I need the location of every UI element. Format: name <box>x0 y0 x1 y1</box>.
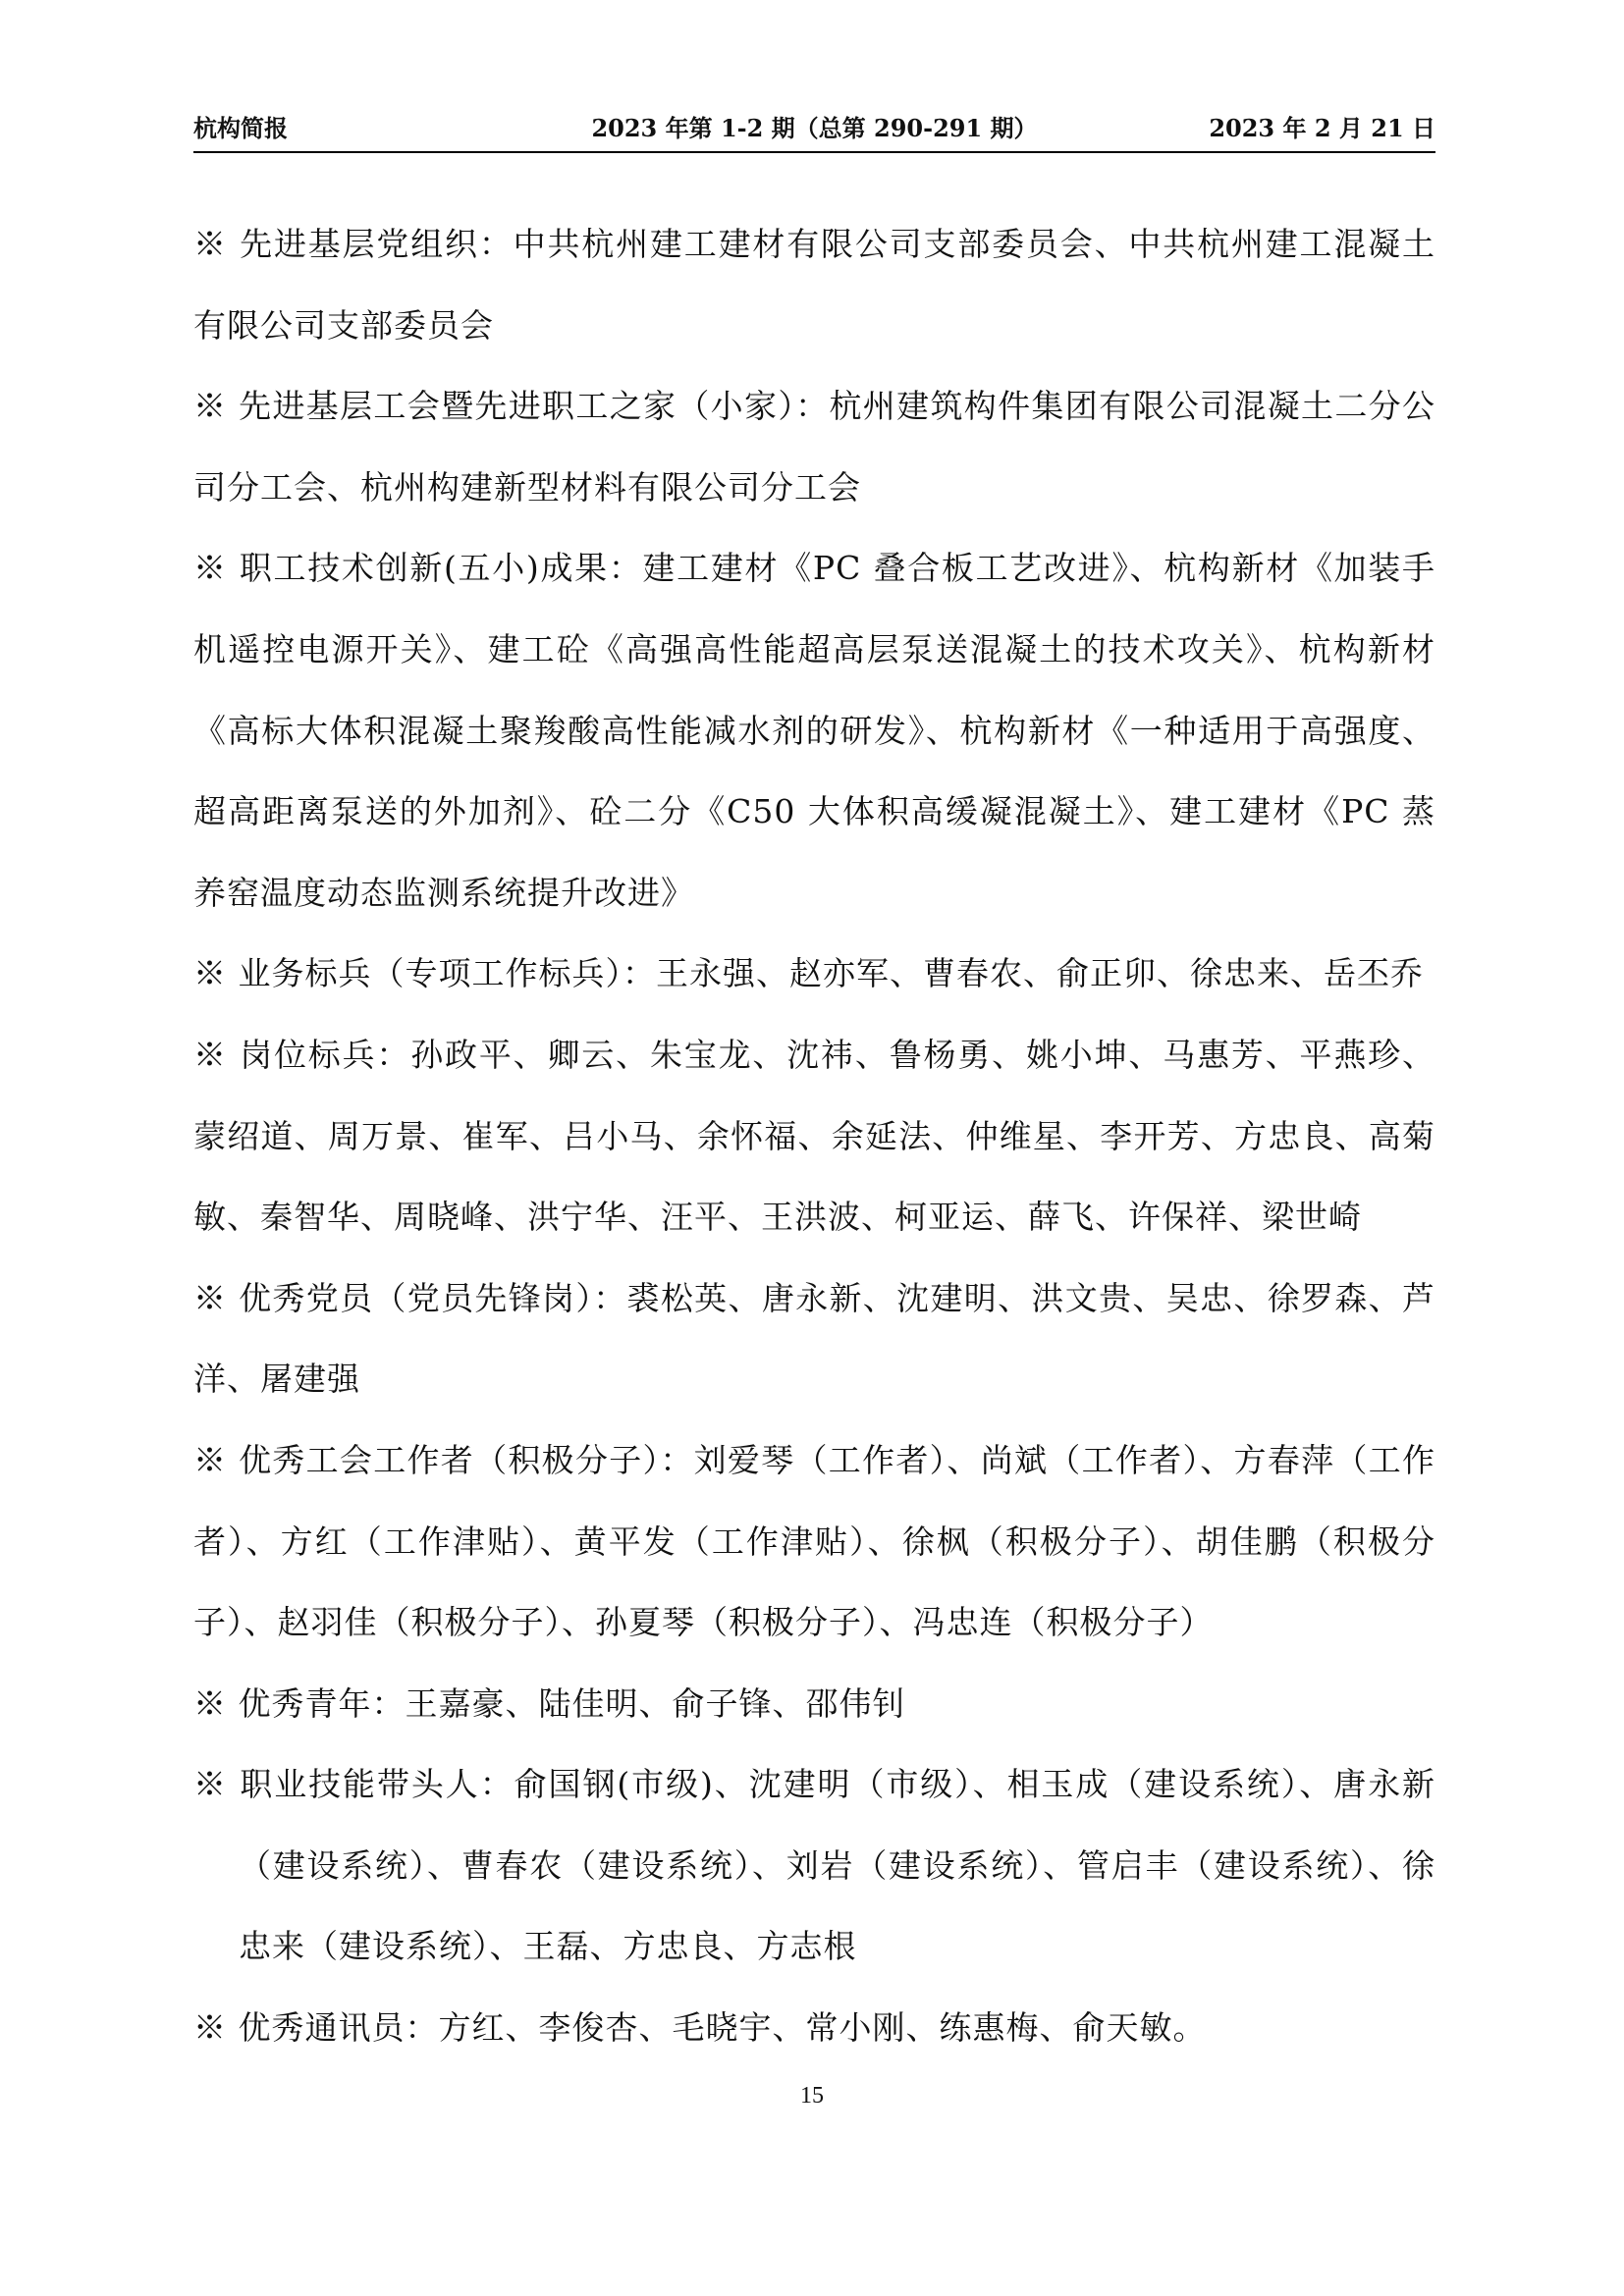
header-publication-title: 杭构简报 <box>193 114 288 142</box>
entry-post-model-workers: ※ 岗位标兵：孙政平、卿云、朱宝龙、沈祎、鲁杨勇、姚小坤、马惠芳、平燕珍、蒙绍道、周万景、崔军、吕小马、余怀福、余延法、仲维星、李开芳、方忠良、高菊敏、秦智华、周晓峰、洪宁华、汪平、王洪波、柯亚运、薛飞、许保祥、梁世崎 <box>193 1035 1435 1237</box>
page-header <box>193 112 1435 153</box>
entry-business-model-workers: ※ 业务标兵（专项工作标兵）：王永强、赵亦军、曹春农、俞正卯、徐忠来、岳丕乔 <box>193 954 1424 993</box>
entry-outstanding-youth: ※ 优秀青年：王嘉豪、陆佳明、俞子锋、邵伟钊 <box>193 1683 906 1723</box>
award-list <box>193 204 1435 2069</box>
entry-advanced-party-organization: ※ 先进基层党组织：中共杭州建工建材有限公司支部委员会、中共杭州建工混凝土有限公司支部委员会 <box>193 225 1435 345</box>
header-issue: 2023 年第 1-2 期（总第 290-291 期） <box>591 114 1038 142</box>
entry-outstanding-correspondents: ※ 优秀通讯员：方红、李俊杏、毛晓宇、常小刚、练惠梅、俞天敏。 <box>193 2008 1207 2048</box>
page-number: 15 <box>800 2083 824 2109</box>
entry-advanced-trade-union: ※ 先进基层工会暨先进职工之家（小家）：杭州建筑构件集团有限公司混凝土二分公司分工会、杭州构建新型材料有限公司分工会 <box>193 387 1435 507</box>
header-date: 2023 年 2 月 21 日 <box>1209 114 1435 142</box>
entry-skill-leaders: ※ 职业技能带头人：俞国钢(市级)、沈建明（市级）、相玉成（建设系统）、唐永新（建设系统）、曹春农（建设系统）、刘岩（建设系统）、管启丰（建设系统）、徐忠来（建设系统）、王磊、方忠良、方志根 <box>193 1765 1435 1966</box>
entry-technical-innovation: ※ 职工技术创新(五小)成果：建工建材《PC 叠合板工艺改进》、杭构新材《加装手机遥控电源开关》、建工砼《高强高性能超高层泵送混凝土的技术攻关》、杭构新材《高标大体积混凝土聚羧酸高性能减水剂的研发》、杭构新材《一种适用于高强度、超高距离泵送的外加剂》、砼二分《C50 大体积高缓凝混凝土》、建工建材《PC 蒸养窑温度动态监测系统提升改进》 <box>193 549 1435 912</box>
entry-outstanding-party-members: ※ 优秀党员（党员先锋岗）：裘松英、唐永新、沈建明、洪文贵、吴忠、徐罗森、芦洋、屠建强 <box>193 1278 1435 1399</box>
entry-outstanding-union-workers: ※ 优秀工会工作者（积极分子）：刘爱琴（工作者）、尚斌（工作者）、方春萍（工作者）、方红（工作津贴）、黄平发（工作津贴）、徐枫（积极分子）、胡佳鹏（积极分子）、赵羽佳（积极分子）、孙夏琴（积极分子）、冯忠连（积极分子） <box>193 1440 1435 1642</box>
